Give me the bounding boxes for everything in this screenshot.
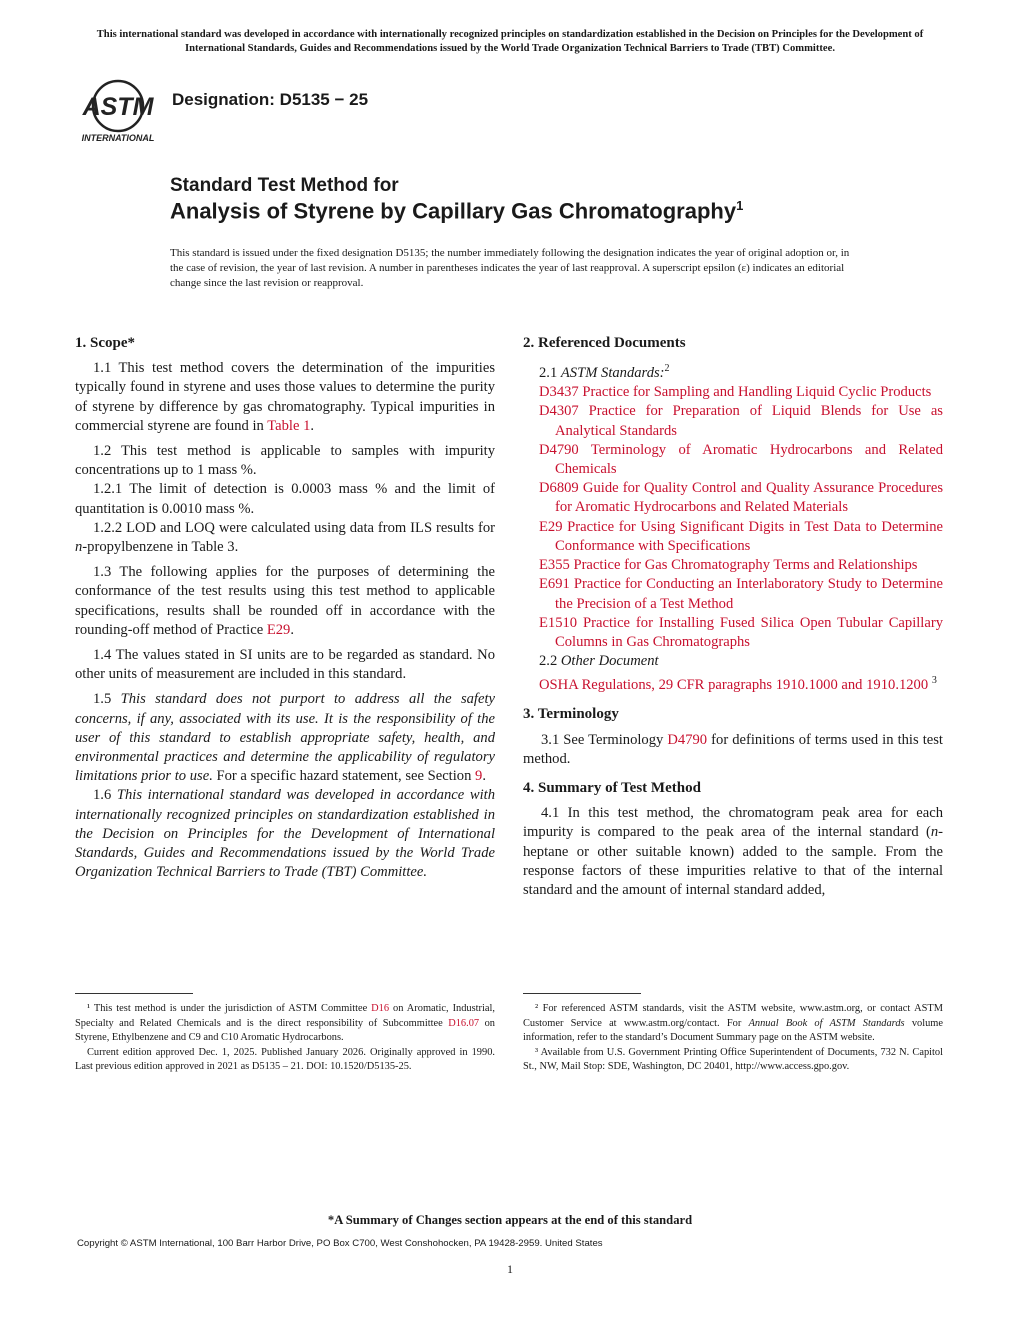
copyright: Copyright © ASTM International, 100 Barr Harbor Drive, PO Box C700, West Conshohocken, PA 19428-2959. United States — [77, 1238, 603, 1249]
reference-link[interactable]: D4790 — [539, 441, 579, 458]
footnote-divider-left — [75, 993, 193, 994]
link-section-9[interactable]: 9 — [475, 768, 483, 785]
link-d4790[interactable]: D4790 — [667, 731, 708, 748]
footnote-divider-right — [523, 993, 641, 994]
reference-item: D3437 Practice for Sampling and Handling Liquid Cyclic Products — [539, 384, 932, 401]
para-1-5: 1.5 This standard does not purport to address all the safety concerns, if any, associated with its use. It is the responsibility of the user of this standard to establish appropriate safety, health, and environmental practices and determine the applicability of regulatory limitations prior to use. For a specific hazard statement, see Section 9. — [75, 691, 495, 785]
footnote-3: ³ Available from U.S. Government Printing Office Superintendent of Documents, 732 N. Capitol St., NW, Mail Stop: SDE, Washington, DC 20401, http://www.access.gpo.gov. — [523, 1046, 943, 1073]
para-1-2-2: 1.2.2 LOD and LOQ were calculated using data from ILS results for n-propylbenzene in Table 3. — [75, 519, 495, 556]
footnote-1-edition: Current edition approved Dec. 1, 2025. Published January 2026. Originally approved in 1990. Last previous edition approved in 2021 as D5135 – 21. DOI: 10.1520/D5135-25. — [75, 1046, 495, 1073]
reference-link-osha[interactable]: OSHA Regulations, 29 CFR — [539, 677, 705, 694]
reference-item: D6809 Guide for Quality Control and Quality Assurance Procedures for Aromatic Hydrocarbons and Related Materials — [539, 480, 943, 516]
reference-link[interactable]: D4307 — [539, 403, 579, 420]
reference-item: E1510 Practice for Installing Fused Silica Open Tubular Capillary Columns in Gas Chromatographs — [539, 614, 943, 650]
reference-item: E29 Practice for Using Significant Digits in Test Data to Determine Conformance with Specifications — [539, 518, 943, 554]
header-note: This international standard was developed in accordance with internationally recognized principles on standardization established in the Decision on Principles for the Development of International Standards, Guides and Recommendations issued by the World Trade Organization Technical Barriers to Trade (TBT) Committee. — [96, 29, 924, 54]
title-footnote-mark: 1 — [736, 198, 744, 213]
para-1-2: 1.2 This test method is applicable to samples with impurity concentrations up to 1 mass %. — [75, 443, 495, 479]
logo-caption: INTERNATIONAL — [81, 133, 155, 143]
title-line1: Standard Test Method for — [170, 175, 399, 196]
issued-note: This standard is issued under the fixed designation D5135; the number immediately following the designation indicates the year of original adoption or, in the case of revision, the year of last revision. A number in parentheses indicates the year of last reapproval. A superscript epsilon (ε) indicates an editorial change since the last revision or reapproval. — [170, 247, 850, 289]
para-1-1: 1.1 This test method covers the determination of the impurities typically found in styrene and uses those values to determine the purity of styrene by difference by gas chromatography. Typical impurities in commercial styrene are found in Table 1. — [75, 360, 495, 434]
reference-link[interactable]: E355 — [539, 557, 570, 574]
footnote-1: ¹ This test method is under the jurisdiction of ASTM Committee D16 on Aromatic, Industrial, Specialty and Related Chemicals and is the direct responsibility of Subcommittee D16.07 on Styrene, Ethylbenzene and C9 and C10 Aromatic Hydrocarbons. — [75, 1003, 495, 1044]
section-heading-summary: 4. Summary of Test Method — [523, 779, 701, 796]
footnotes-right — [523, 1002, 943, 1075]
para-3-1: 3.1 See Terminology D4790 for definitions of terms used in this test method. — [523, 731, 943, 767]
link-d16[interactable]: D16 — [371, 1003, 390, 1014]
page-number: 1 — [507, 1262, 513, 1276]
title-text: Analysis of Styrene by Capillary Gas Chromatography — [170, 198, 737, 224]
reference-link[interactable]: D6809 — [539, 480, 579, 497]
link-e29[interactable]: E29 — [266, 621, 291, 638]
section-heading-referenced: 2. Referenced Documents — [523, 335, 686, 351]
reference-link[interactable]: E1510 — [539, 614, 578, 631]
subsection-2-1: 2.1 ASTM Standards:$^2$ — [539, 363, 670, 382]
right-column — [523, 334, 943, 906]
left-column — [75, 334, 495, 888]
footnotes-left — [75, 1002, 495, 1075]
footnote-2: ² For referenced ASTM standards, visit the ASTM website, www.astm.org, or contact ASTM Customer Service at www.astm.org/contact. For Annual Book of ASTM Standards volume information, refer to the standard’s Document Summary page on the ASTM website. — [523, 1003, 943, 1044]
reference-list — [523, 383, 943, 652]
section-heading-scope: 1. Scope* — [75, 335, 135, 351]
link-d16-07[interactable]: D16.07 — [448, 1017, 480, 1029]
section-heading-terminology: 3. Terminology — [523, 706, 619, 723]
reference-link[interactable]: D3437 — [539, 384, 579, 401]
astm-logo — [78, 78, 160, 144]
reference-item: D4790 Terminology of Aromatic Hydrocarbons and Related Chemicals — [539, 441, 943, 478]
para-1-4: 1.4 The values stated in SI units are to be regarded as standard. No other units of measurement are included in this standard. — [75, 647, 495, 683]
page-title — [170, 198, 743, 224]
para-1-2-1: 1.2.1 The limit of detection is 0.0003 mass % and the limit of quantitation is 0.0010 mass %. — [75, 481, 495, 517]
subsection-2-2: 2.2 Other Document — [539, 653, 659, 670]
reference-item: D4307 Practice for Preparation of Liquid Blends for Use as Analytical Standards — [539, 403, 943, 439]
reference-item-osha: OSHA Regulations, 29 CFR paragraphs 1910.1000 and 1910.1200 $^3$ — [539, 675, 937, 694]
designation: Designation: D5135 − 25 — [172, 90, 369, 109]
reference-link[interactable]: E29 — [539, 518, 563, 535]
para-1-3: 1.3 The following applies for the purposes of determining the conformance of the test results using this test method to applicable specifications, results shall be rounded off in accordance with the rounding-off method of Practice E29. — [75, 564, 495, 638]
summary-of-changes-note: *A Summary of Changes section appears at the end of this standard — [327, 1213, 693, 1227]
para-4-1: 4.1 In this test method, the chromatogram peak area for each impurity is compared to the peak area of the internal standard (n-heptane or other suitable known) added to the sample. From the response factors of these impurities relative to that of the internal standard and the amount of internal standard added, — [523, 805, 943, 898]
logo-letters: ASTM — [82, 93, 154, 121]
reference-item: E691 Practice for Conducting an Interlaboratory Study to Determine the Precision of a Test Method — [539, 576, 943, 612]
reference-item: E355 Practice for Gas Chromatography Terms and Relationships — [539, 557, 918, 574]
para-1-6: 1.6 This international standard was developed in accordance with internationally recognized principles on standardization established in the Decision on Principles for the Development of International Standards, Guides and Recommendations issued by the World Trade Organization Technical Barriers to Trade (TBT) Committee. — [75, 787, 496, 881]
link-table-1[interactable]: Table 1 — [267, 417, 311, 434]
reference-link[interactable]: E691 — [539, 576, 570, 593]
